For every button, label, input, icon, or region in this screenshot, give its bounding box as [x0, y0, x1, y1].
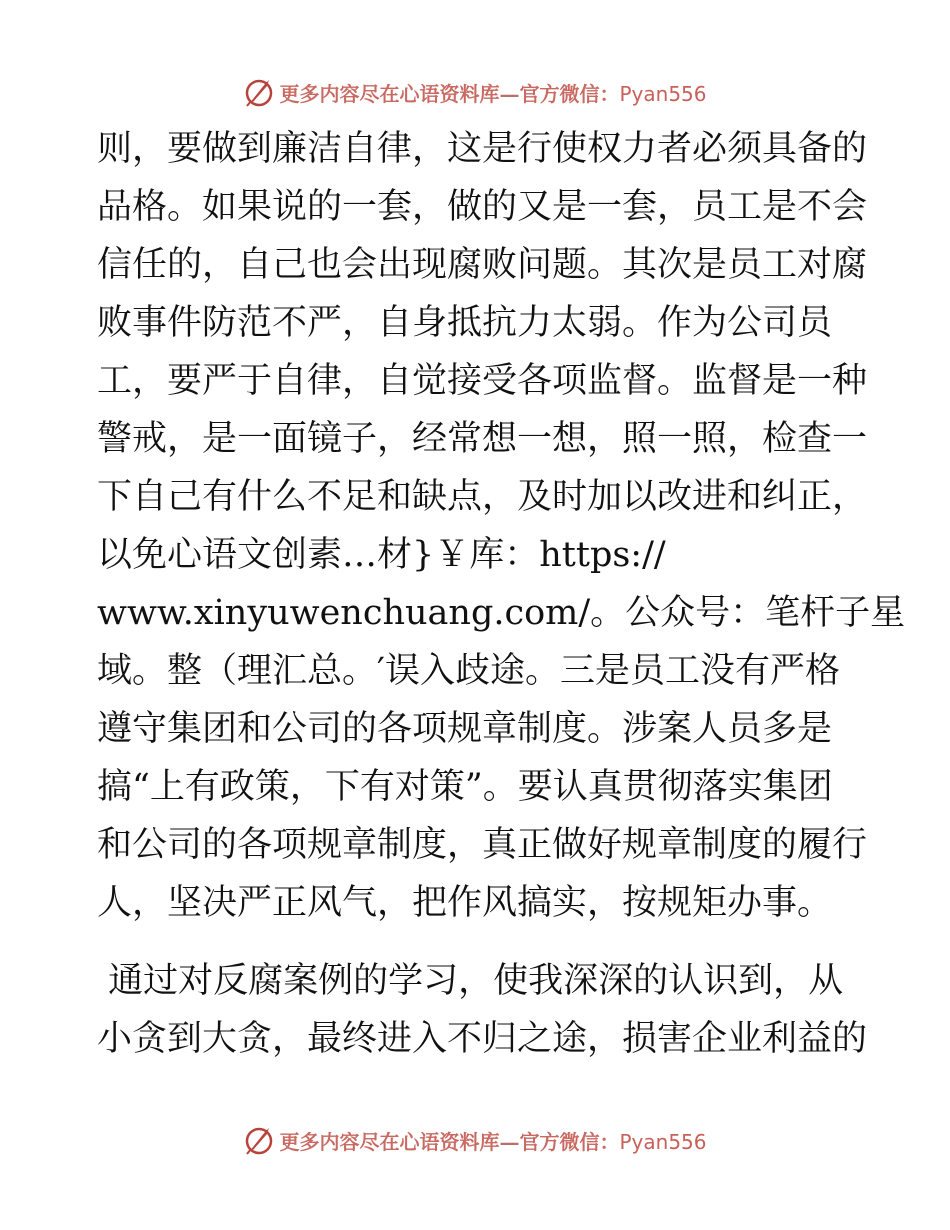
paragraph-gap	[97, 932, 867, 952]
header-banner	[0, 72, 950, 112]
text-line: 下自己有什么不足和缺点，及时加以改进和纠正，	[97, 477, 868, 517]
text-line: 则，要做到廉洁自律，这是行使权力者必须具备的	[97, 129, 868, 169]
document-body	[97, 120, 906, 1068]
header-brand-text: 更多内容尽在心语资料库	[279, 81, 500, 106]
text-line: 败事件防范不严，自身抵抗力太弱。作为公司员	[97, 303, 833, 343]
text-line: 域。整（理汇总。′误入歧途。三是员工没有严格	[97, 651, 840, 691]
footer-banner	[0, 1120, 950, 1160]
paragraph-2	[97, 952, 867, 1068]
header-banner-text	[279, 78, 706, 107]
quill-pen-logo-icon	[243, 1124, 275, 1156]
header-wechat-id: Pyan556	[619, 81, 707, 106]
text-line: 搞“上有政策，下有对策”。要认真贯彻落实集团	[97, 767, 833, 807]
header-wechat-label: 官方微信：	[519, 81, 620, 106]
text-line: 和公司的各项规章制度，真正做好规章制度的履行	[97, 825, 868, 865]
footer-wechat-label: 官方微信：	[519, 1129, 620, 1154]
quill-pen-logo-icon	[243, 76, 275, 108]
text-line: 以免心语文创素…材}￥库：https://	[97, 535, 666, 575]
text-line: 信任的，自己也会出现腐败问题。其次是员工对腐	[97, 245, 868, 285]
text-line: 人，坚决严正风气，把作风搞实，按规矩办事。	[97, 883, 833, 923]
footer-separator: —	[499, 1129, 520, 1154]
footer-wechat-id: Pyan556	[619, 1129, 707, 1154]
text-line: 警戒，是一面镜子，经常想一想，照一照，检查一	[97, 419, 868, 459]
text-line: 遵守集团和公司的各项规章制度。涉案人员多是	[97, 709, 833, 749]
text-line: 通过对反腐案例的学习，使我深深的认识到，从	[97, 961, 844, 1001]
text-line: 小贪到大贪，最终进入不归之途，损害企业利益的	[97, 1019, 868, 1059]
text-line: 工，要严于自律，自觉接受各项监督。监督是一种	[97, 361, 868, 401]
text-line: 品格。如果说的一套，做的又是一套，员工是不会	[97, 187, 868, 227]
paragraph-1	[97, 120, 906, 932]
footer-banner-text	[279, 1126, 706, 1155]
header-separator: —	[499, 81, 520, 106]
text-line: www.xinyuwenchuang.com/。公众号：笔杆子星	[97, 593, 906, 633]
footer-brand-text: 更多内容尽在心语资料库	[279, 1129, 500, 1154]
